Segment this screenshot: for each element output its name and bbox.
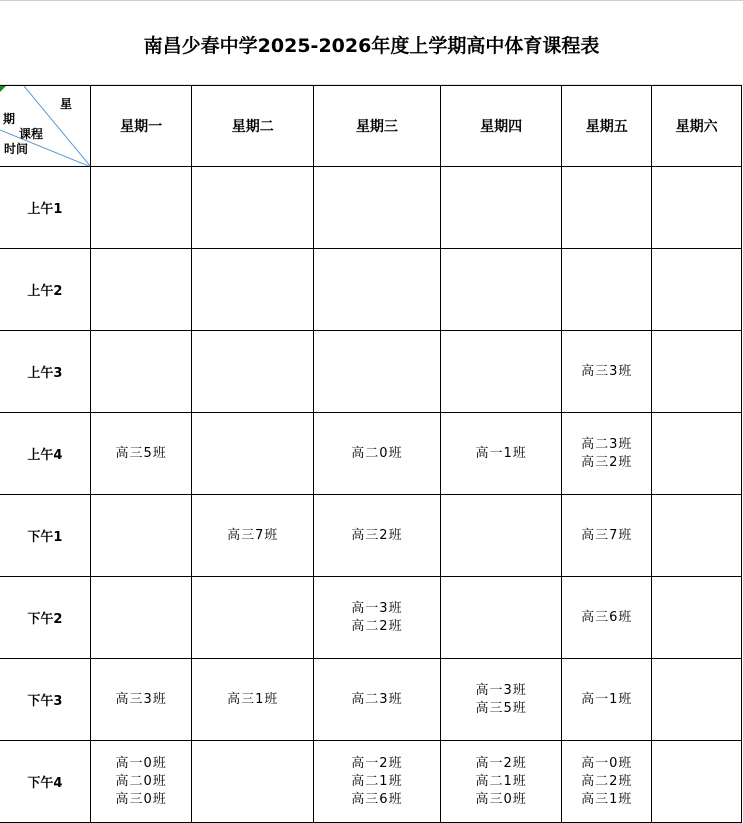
period-label: 上午1 (0, 167, 90, 249)
page-title: 南昌少春中学2025-2026年度上学期高中体育课程表 (143, 35, 600, 57)
corner-time-label: 时间 (4, 142, 29, 156)
schedule-cell-fri (562, 331, 652, 413)
class-entry: 高三0班 (115, 791, 167, 807)
schedule-cell-wed (314, 167, 441, 249)
schedule-cell-thu (440, 659, 562, 741)
schedule-cell-fri (562, 495, 652, 577)
schedule-cell-thu (440, 577, 562, 659)
corner-weekday-label: 星 (60, 97, 73, 111)
schedule-cell-wed (314, 331, 441, 413)
period-label: 下午4 (0, 741, 90, 823)
period-label: 下午2 (0, 577, 90, 659)
schedule-cell-sat (652, 167, 742, 249)
schedule-cell-mon (90, 167, 192, 249)
schedule-cell-thu (440, 167, 562, 249)
class-entry: 高二3班 (351, 691, 403, 707)
schedule-cell-wed (314, 659, 441, 741)
schedule-cell-mon (90, 659, 192, 741)
day-header-thu: 星期四 (440, 86, 562, 167)
schedule-cell-fri (562, 249, 652, 331)
schedule-cell-tue (192, 249, 314, 331)
header-row (0, 86, 742, 167)
period-label: 上午3 (0, 331, 90, 413)
schedule-cell-wed (314, 577, 441, 659)
class-entry: 高二1班 (351, 773, 403, 789)
schedule-row (0, 577, 742, 659)
schedule-cell-thu (440, 331, 562, 413)
schedule-cell-tue (192, 659, 314, 741)
day-header-sat: 星期六 (652, 86, 742, 167)
class-entry: 高二2班 (581, 773, 633, 789)
class-entry: 高三6班 (351, 791, 403, 807)
schedule-cell-tue (192, 741, 314, 823)
schedule-cell-sat (652, 249, 742, 331)
class-entry: 高一3班 (351, 600, 403, 616)
schedule-table (0, 85, 742, 823)
class-entry: 高三1班 (227, 691, 279, 707)
class-entry: 高一2班 (351, 755, 403, 771)
period-label: 上午4 (0, 413, 90, 495)
schedule-cell-fri (562, 659, 652, 741)
schedule-cell-tue (192, 413, 314, 495)
schedule-cell-fri (562, 167, 652, 249)
schedule-cell-sat (652, 495, 742, 577)
schedule-cell-tue (192, 167, 314, 249)
schedule-row (0, 741, 742, 823)
day-header-tue: 星期二 (192, 86, 314, 167)
class-entry: 高三2班 (351, 527, 403, 543)
class-entry: 高一2班 (475, 755, 527, 771)
day-header-wed: 星期三 (314, 86, 441, 167)
schedule-cell-thu (440, 741, 562, 823)
schedule-row (0, 167, 742, 249)
class-entry: 高二3班 (581, 436, 633, 452)
schedule-row (0, 331, 742, 413)
schedule-row (0, 249, 742, 331)
class-entry: 高二2班 (351, 618, 403, 634)
schedule-cell-wed (314, 249, 441, 331)
schedule-cell-mon (90, 331, 192, 413)
period-label: 上午2 (0, 249, 90, 331)
corner-course-label: 课程 (19, 127, 44, 141)
schedule-row (0, 659, 742, 741)
schedule-cell-sat (652, 659, 742, 741)
class-entry: 高二1班 (475, 773, 527, 789)
class-entry: 高一1班 (581, 691, 633, 707)
day-header-mon: 星期一 (90, 86, 192, 167)
title-band (0, 0, 743, 85)
corner-header-cell (0, 86, 90, 167)
class-entry: 高三1班 (581, 791, 633, 807)
class-entry: 高三2班 (581, 454, 633, 470)
schedule-cell-wed (314, 741, 441, 823)
schedule-cell-fri (562, 577, 652, 659)
schedule-cell-mon (90, 249, 192, 331)
schedule-cell-sat (652, 413, 742, 495)
schedule-cell-mon (90, 495, 192, 577)
schedule-cell-tue (192, 331, 314, 413)
schedule-cell-thu (440, 495, 562, 577)
class-entry: 高二0班 (115, 773, 167, 789)
day-header-fri: 星期五 (562, 86, 652, 167)
schedule-cell-thu (440, 249, 562, 331)
class-entry: 高三6班 (581, 609, 633, 625)
class-entry: 高一0班 (115, 755, 167, 771)
schedule-body (0, 167, 742, 823)
period-label: 下午3 (0, 659, 90, 741)
schedule-cell-wed (314, 495, 441, 577)
class-entry: 高三0班 (475, 791, 527, 807)
schedule-cell-thu (440, 413, 562, 495)
schedule-cell-fri (562, 413, 652, 495)
class-entry: 高三3班 (581, 363, 633, 379)
schedule-cell-tue (192, 495, 314, 577)
schedule-cell-tue (192, 577, 314, 659)
class-entry: 高一3班 (475, 682, 527, 698)
schedule-row (0, 495, 742, 577)
schedule-cell-fri (562, 741, 652, 823)
class-entry: 高二0班 (351, 445, 403, 461)
schedule-cell-sat (652, 331, 742, 413)
class-entry: 高三7班 (581, 527, 633, 543)
class-entry: 高一1班 (475, 445, 527, 461)
schedule-cell-sat (652, 577, 742, 659)
period-label: 下午1 (0, 495, 90, 577)
schedule-cell-mon (90, 741, 192, 823)
schedule-cell-mon (90, 413, 192, 495)
schedule-cell-mon (90, 577, 192, 659)
class-entry: 高三3班 (115, 691, 167, 707)
class-entry: 高三5班 (475, 700, 527, 716)
class-entry: 高三7班 (227, 527, 279, 543)
class-entry: 高三5班 (115, 445, 167, 461)
schedule-cell-wed (314, 413, 441, 495)
class-entry: 高一0班 (581, 755, 633, 771)
corner-weekday2-label: 期 (3, 112, 16, 126)
schedule-cell-sat (652, 741, 742, 823)
schedule-row (0, 413, 742, 495)
